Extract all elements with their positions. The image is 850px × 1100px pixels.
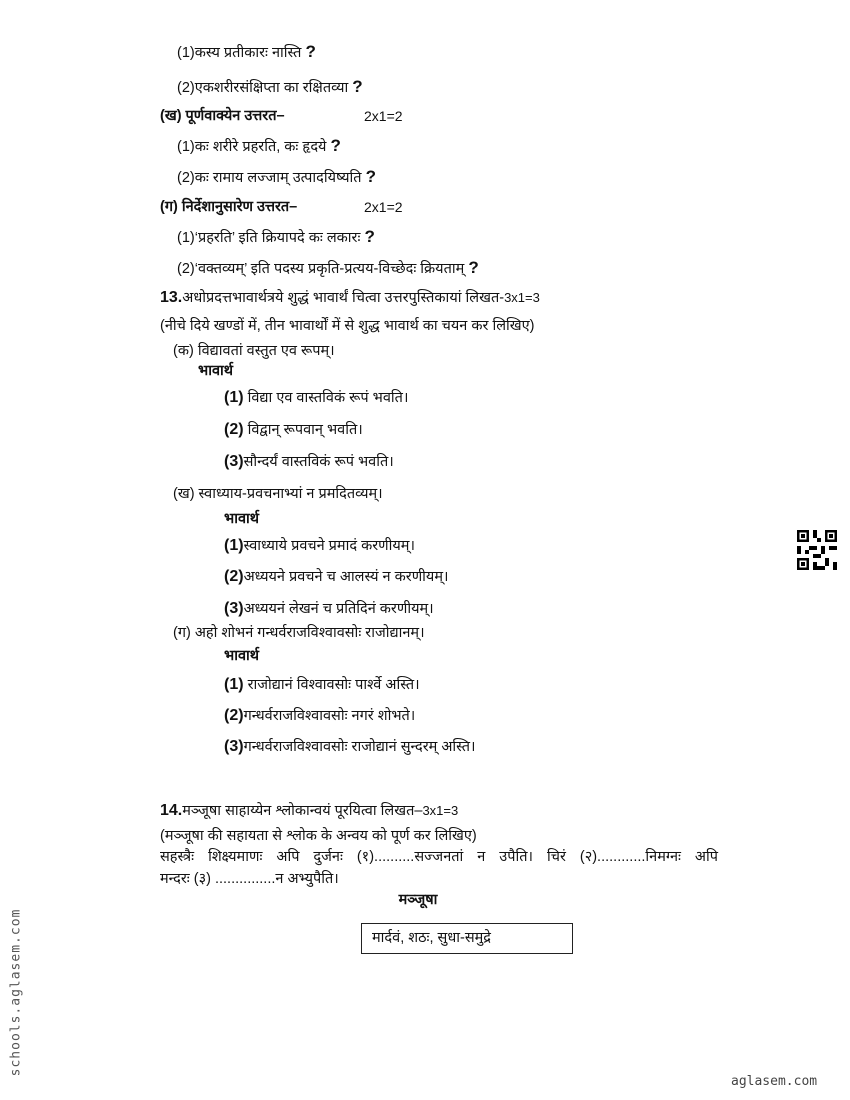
q13-part-ga: (ग) अहो शोभनं गन्धर्वराजविश्वावसोः राजोद्यानम्। <box>173 625 425 641</box>
qr-code-icon <box>797 530 837 570</box>
side-watermark: schools.aglasem.com <box>8 908 24 1077</box>
q12-ga-marks: 2x1=2 <box>364 199 403 215</box>
option: (3)अध्ययनं लेखनं च प्रतिदिनं करणीयम्। <box>224 600 434 617</box>
option: (2) विद्वान् रूपवान् भवति। <box>224 421 363 438</box>
option: (1) राजोद्यानं विश्वावसोः पार्श्वे अस्ति। <box>224 676 420 693</box>
q13-part-kh: (ख) स्वाध्याय-प्रवचनाभ्यां न प्रमदितव्यम्। <box>173 486 383 502</box>
manjusha-box: मार्दवं, शठः, सुधा-समुद्रे <box>361 923 573 954</box>
q13-hindi: (नीचे दिये खण्डों में, तीन भावार्थों में से शुद्ध भावार्थ का चयन कर लिखिए) <box>160 318 535 334</box>
q14-hindi: (मञ्जूषा की सहायता से श्लोक के अन्वय को पूर्ण कर लिखिए) <box>160 828 477 844</box>
bhavarth-label: भावार्थ <box>198 363 234 379</box>
q14-heading: 14.मञ्जूषा साहाय्येन श्लोकान्वयं पूरयित्वा लिखत–3x1=3 <box>160 802 459 819</box>
option: (1) विद्या एव वास्तविकं रूपं भवति। <box>224 389 409 406</box>
q13-part-ka: (क) विद्यावतां वस्तुत एव रूपम्। <box>173 343 335 359</box>
q12-ga2: (2)‘वक्तव्यम्’ इति पदस्य प्रकृति-प्रत्यय-विच्छेदः क्रियताम् ? <box>177 258 479 277</box>
q12-ga-heading: (ग) निर्देशानुसारेण उत्तरत– <box>160 199 298 215</box>
q13-heading: 13.अधोप्रदत्तभावार्थत्रये शुद्धं भावार्थं चित्वा उत्तरपुस्तिकायां लिखत-3x1=3 <box>160 289 540 306</box>
q12-a1: (1)कस्य प्रतीकारः नास्ति ? <box>177 42 316 61</box>
option: (1)स्वाध्याये प्रवचने प्रमादं करणीयम्। <box>224 537 415 554</box>
option: (2)अध्ययने प्रवचने च आलस्यं न करणीयम्। <box>224 568 449 585</box>
q12-a2: (2)एकशरीरसंक्षिप्ता का रक्षितव्या ? <box>177 77 363 96</box>
bhavarth-label: भावार्थ <box>224 511 260 527</box>
option: (3)सौन्दर्यं वास्तविकं रूपं भवति। <box>224 453 394 470</box>
q14-line2: मन्दरः (३) ...............न अभ्युपैति। <box>160 871 339 887</box>
q12-kh-heading: (ख) पूर्णवाक्येन उत्तरत– <box>160 108 285 124</box>
q12-kh2: (2)कः रामाय लज्जाम् उत्पादयिष्यति ? <box>177 167 376 186</box>
q12-ga1: (1)‘प्रहरति’ इति क्रियापदे कः लकारः ? <box>177 227 375 246</box>
bottom-watermark: aglasem.com <box>731 1074 818 1089</box>
manjusha-label: मञ्जूषा <box>398 892 438 908</box>
bhavarth-label: भावार्थ <box>224 648 260 664</box>
q14-line1: सहस्त्रैः शिक्ष्यमाणः अपि दुर्जनः (१)..........सज्जनतां न उपैति। चिरं (२)............निमग्नः अपि <box>160 849 718 865</box>
q12-kh1: (1)कः शरीरे प्रहरति, कः हृदये ? <box>177 136 341 155</box>
q12-kh-marks: 2x1=2 <box>364 108 403 124</box>
option: (3)गन्धर्वराजविश्वावसोः राजोद्यानं सुन्दरम् अस्ति। <box>224 738 476 755</box>
option: (2)गन्धर्वराजविश्वावसोः नगरं शोभते। <box>224 707 416 724</box>
